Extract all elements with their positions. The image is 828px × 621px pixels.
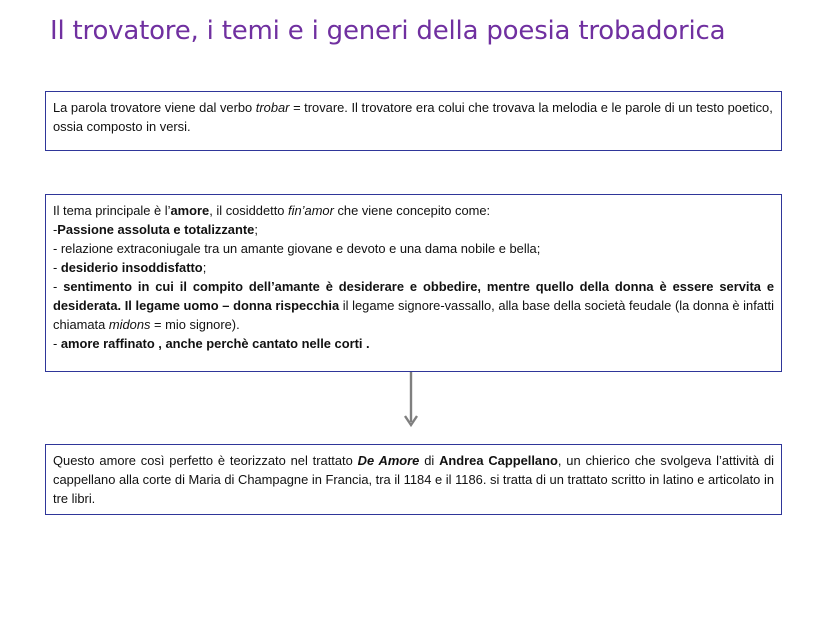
slide-title: Il trovatore, i temi e i generi della poesia trobadorica: [50, 16, 726, 46]
themes-item-desiderio: [53, 258, 774, 277]
themes-text-part: -: [53, 336, 61, 351]
themes-text-part: -: [53, 279, 64, 294]
treatise-text-part: Questo amore così perfetto è teorizzato nel trattato: [53, 453, 358, 468]
themes-text-part: ;: [254, 222, 258, 237]
themes-text-part: ;: [202, 260, 207, 275]
themes-term-desiderio: desiderio insoddisfatto: [60, 260, 203, 275]
themes-text-part: -: [53, 260, 61, 275]
treatise-author: Andrea Cappellano: [439, 453, 558, 468]
themes-intro: [53, 201, 774, 220]
themes-term-amore-raffinato: amore raffinato , anche perchè cantato nelle corti .: [60, 336, 370, 351]
themes-text-part: Il tema principale è l’: [53, 203, 171, 218]
themes-text-part: che viene concepito come:: [333, 203, 491, 218]
themes-text-part: = mio signore).: [150, 317, 240, 332]
treatise-text: [53, 451, 774, 508]
definition-text-part: = trovare. Il trovatore era colui che trovava la melodia e le parole di un testo poetico, ossia composto in versi.: [53, 100, 773, 134]
treatise-box: [45, 444, 782, 515]
themes-text-part: -: [53, 222, 58, 237]
treatise-title-de-amore: De Amore: [357, 453, 420, 468]
themes-box: [45, 194, 782, 372]
treatise-text-part: di: [419, 453, 440, 468]
definition-text-part: La parola trovatore viene dal verbo: [53, 100, 256, 115]
definition-term-trobar: trobar: [255, 100, 290, 115]
arrow-down-icon: [402, 372, 420, 430]
themes-item-sentimento: [53, 277, 774, 334]
themes-term-passione: Passione assoluta e totalizzante: [57, 222, 255, 237]
themes-text-part: , il cosiddetto: [209, 203, 289, 218]
themes-term-midons: midons: [108, 317, 151, 332]
themes-text-part: il legame signore-vassallo, alla base della società feudale (la donna è infatti chiamata: [53, 298, 774, 332]
themes-item-amore-raffinato: [53, 334, 774, 353]
themes-term-amore: amore: [170, 203, 210, 218]
themes-item-passione: [53, 220, 774, 239]
treatise-text-part: , un chierico che svolgeva l’attività di cappellano alla corte di Maria di Champagne in Francia, tra il 1184 e il 1186. si tratta di un trattato scritto in latino e articolato in tre libri.: [53, 453, 774, 506]
themes-term-sentimento: sentimento in cui il compito dell’amante è desiderare e obbedire, mentre quello della donna è essere servita e desiderata. Il legame uomo – donna rispecchia: [53, 279, 774, 313]
definition-text: [53, 98, 774, 136]
themes-item-relazione: - relazione extraconiugale tra un amante giovane e devoto e una dama nobile e bella;: [53, 241, 541, 256]
themes-term-finamor: fin’amor: [288, 203, 334, 218]
definition-box: [45, 91, 782, 151]
